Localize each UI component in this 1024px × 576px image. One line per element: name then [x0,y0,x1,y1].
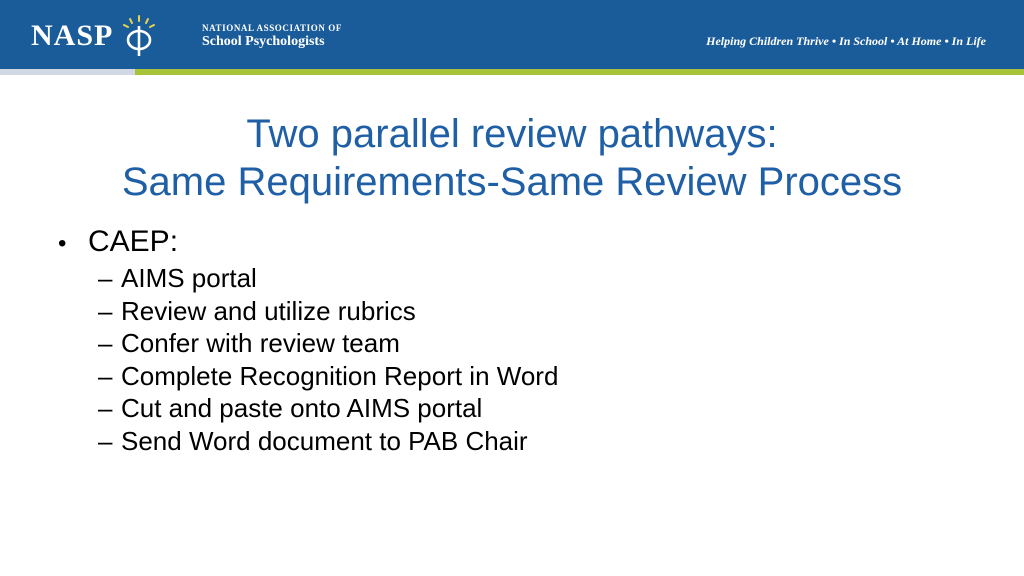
org-name [202,24,342,49]
org-name-line1: NATIONAL ASSOCIATION OF [202,23,342,33]
dash-icon: – [98,263,113,293]
list-item-text: Cut and paste onto AIMS portal [121,393,483,423]
slide-title-line2: Same Requirements-Same Review Process [121,160,903,204]
sub-bullet-list [98,262,558,457]
list-item [98,425,558,458]
nasp-logo [31,14,159,58]
list-item-text: AIMS portal [121,263,257,293]
slide-content [58,224,558,457]
list-item [98,327,558,360]
list-item-text: Confer with review team [121,328,400,358]
slide-title-line1: Two parallel review pathways: [246,112,778,156]
dash-icon: – [98,328,113,358]
list-item-text: Complete Recognition Report in Word [121,360,559,391]
list-item [98,295,558,328]
org-name-line2: School Psychologists [202,33,325,49]
tagline: Helping Children Thrive • In School • At Home • In Life [706,34,986,48]
dash-icon: – [98,425,113,456]
bullet-label: CAEP: [88,225,179,258]
header-accent-stripe [0,69,1024,75]
bullet-dot-icon: • [58,230,67,257]
bullet-caep [58,224,558,262]
list-item-text: Send Word document to PAB Chair [121,425,528,456]
logo-text: NASP [31,19,114,52]
list-item [98,262,558,295]
list-item [98,360,558,393]
header-bar [0,0,1024,69]
psi-sun-icon [119,14,159,58]
dash-icon: – [98,393,113,423]
slide-title [0,110,1024,206]
dash-icon: – [98,360,113,391]
list-item [98,392,558,425]
list-item-text: Review and utilize rubrics [121,295,416,326]
dash-icon: – [98,295,113,326]
